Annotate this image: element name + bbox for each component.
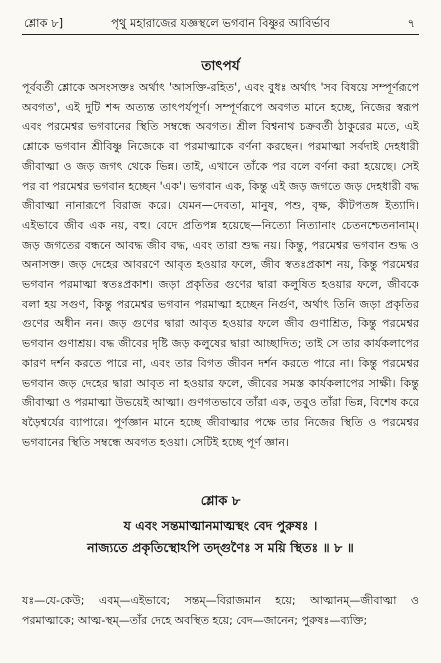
purport-body [22,78,419,452]
header-verse-ref: শ্লোক ৮] [24,16,64,30]
verse-line: নাজ্যতে প্রকৃতিস্থোঽপি তদ্গুণৈঃ স ময়ি স্থিতঃ ॥ ৮ ॥ [87,540,354,555]
header-chapter-title: পৃথু মহারাজের যজ্ঞস্থলে ভগবান বিষ্ণুর আবির্ভাব [111,16,330,30]
sanskrit-verse [0,515,441,559]
verse-line: য এবং সন্তমাত্মানমাত্মস্থং বেদ পুরুষঃ । [123,518,318,533]
verse-number: শ্লোক ৮ [200,494,241,509]
running-header [22,12,419,35]
purport-heading: তাৎপর্য [201,58,240,74]
page-number: ৭ [407,16,415,30]
purport-paragraph: পূর্ববর্তী শ্লোকে অসংসক্তঃ অর্থাৎ 'আসক্তি-রহিত', এবং বুধঃ অর্থাৎ 'সব বিষয়ে সম্পূর্ণরূপে অবগত', এই দুটি শব্দ অত্যন্ত তাৎপর্যপূর্ণ। সম্পূর্ণরূপে অবগত মানে হচ্ছে, নিজের স্বরূপ এবং পরমেশ্বর ভগবানের স্থিতি সম্বন্ধে অবগত। শ্রীল বিশ্বনাথ চক্রবর্তী ঠাকুরের মতে, এই শ্লোকে ভগবান শ্রীবিষ্ণু নিজেকে বা পরমাত্মাকে বর্ণনা করছেন। পরমাত্মা সর্বদাই দেহধারী জীবাত্মা ও জড় জগৎ থেকে ভিন্ন। তাই, এখানে তাঁকে পর বলে বর্ণনা করা হয়েছে। সেই পর বা পরমেশ্বর ভগবান হচ্ছেন 'এক'। ভগবান এক, কিন্তু এই জড় জগতে জড় দেহধারী বদ্ধ জীবাত্মা নানারূপে বিরাজ করে। যেমন—দেবতা, মানুষ, পশু, বৃক্ষ, কীটপতঙ্গ ইত্যাদি। এইভাবে জীব এক নয়, বহু। বেদে প্রতিপন্ন হয়েছে—নিত্যো নিত্যানাং চেতনশ্চেতনানাম্। জড় জগতের বন্ধনে আবদ্ধ জীব বদ্ধ, এবং তারা শুদ্ধ নয়। কিন্তু, পরমেশ্বর ভগবান শুদ্ধ ও অনাসক্ত। জড় দেহের আবরণে আবৃত হওয়ার ফলে, জীব স্বতঃপ্রকাশ নয়, কিন্তু পরমেশ্বর ভগবান পরমাত্মা স্বতঃপ্রকাশ। জড়া প্রকৃতির গুণের দ্বারা কলুষিত হওয়ার ফলে, জীবকে বলা হয় সগুণ, কিন্তু পরমেশ্বর ভগবান পরমাত্মা হচ্ছেন নির্গুণ, অর্থাৎ তিনি জড়া প্রকৃতির গুণের অধীন নন। জড় গুণের দ্বারা আবৃত হওয়ার ফলে জীব গুণাশ্রিত, কিন্তু পরমেশ্বর ভগবান গুণাশ্রয়। বদ্ধ জীবের দৃষ্টি জড় কলুষের দ্বারা আচ্ছাদিত; তাই সে তার কার্যকলাপের কারণ দর্শন করতে পারে না, এবং তার বিগত জীবন দর্শন করতে পারে না। কিন্তু পরমেশ্বর ভগবান জড় দেহের দ্বারা আবৃত না হওয়ার ফলে, জীবের সমস্ত কার্যকলাপের সাক্ষী। কিন্তু জীবাত্মা ও পরমাত্মা উভয়েই আত্মা। গুণগতভাবে তাঁরা এক, তবুও তাঁরা ভিন্ন, বিশেষ করে ষড়ৈশ্বর্যের ব্যাপারে। পূর্ণজ্ঞান মানে হচ্ছে জীবাত্মার পক্ষে তার নিজের স্থিতি ও পরমেশ্বর ভগবানের স্থিতি সম্বন্ধে অবগত হওয়া। সেটিই হচ্ছে পূর্ণ জ্ঞান। [22,81,419,449]
word-synonyms: যঃ—যে-কেউ; এবম্—এইভাবে; সন্তম্—বিরাজমান হয়ে; আত্মানম্—জীবাত্মা ও পরমাত্মাকে; আত্ম-স্থম্—তাঁর দেহে অবস্থিত হয়ে; বেদ—জানেন; পুরুষঃ—ব্যক্তি; [22,594,419,627]
